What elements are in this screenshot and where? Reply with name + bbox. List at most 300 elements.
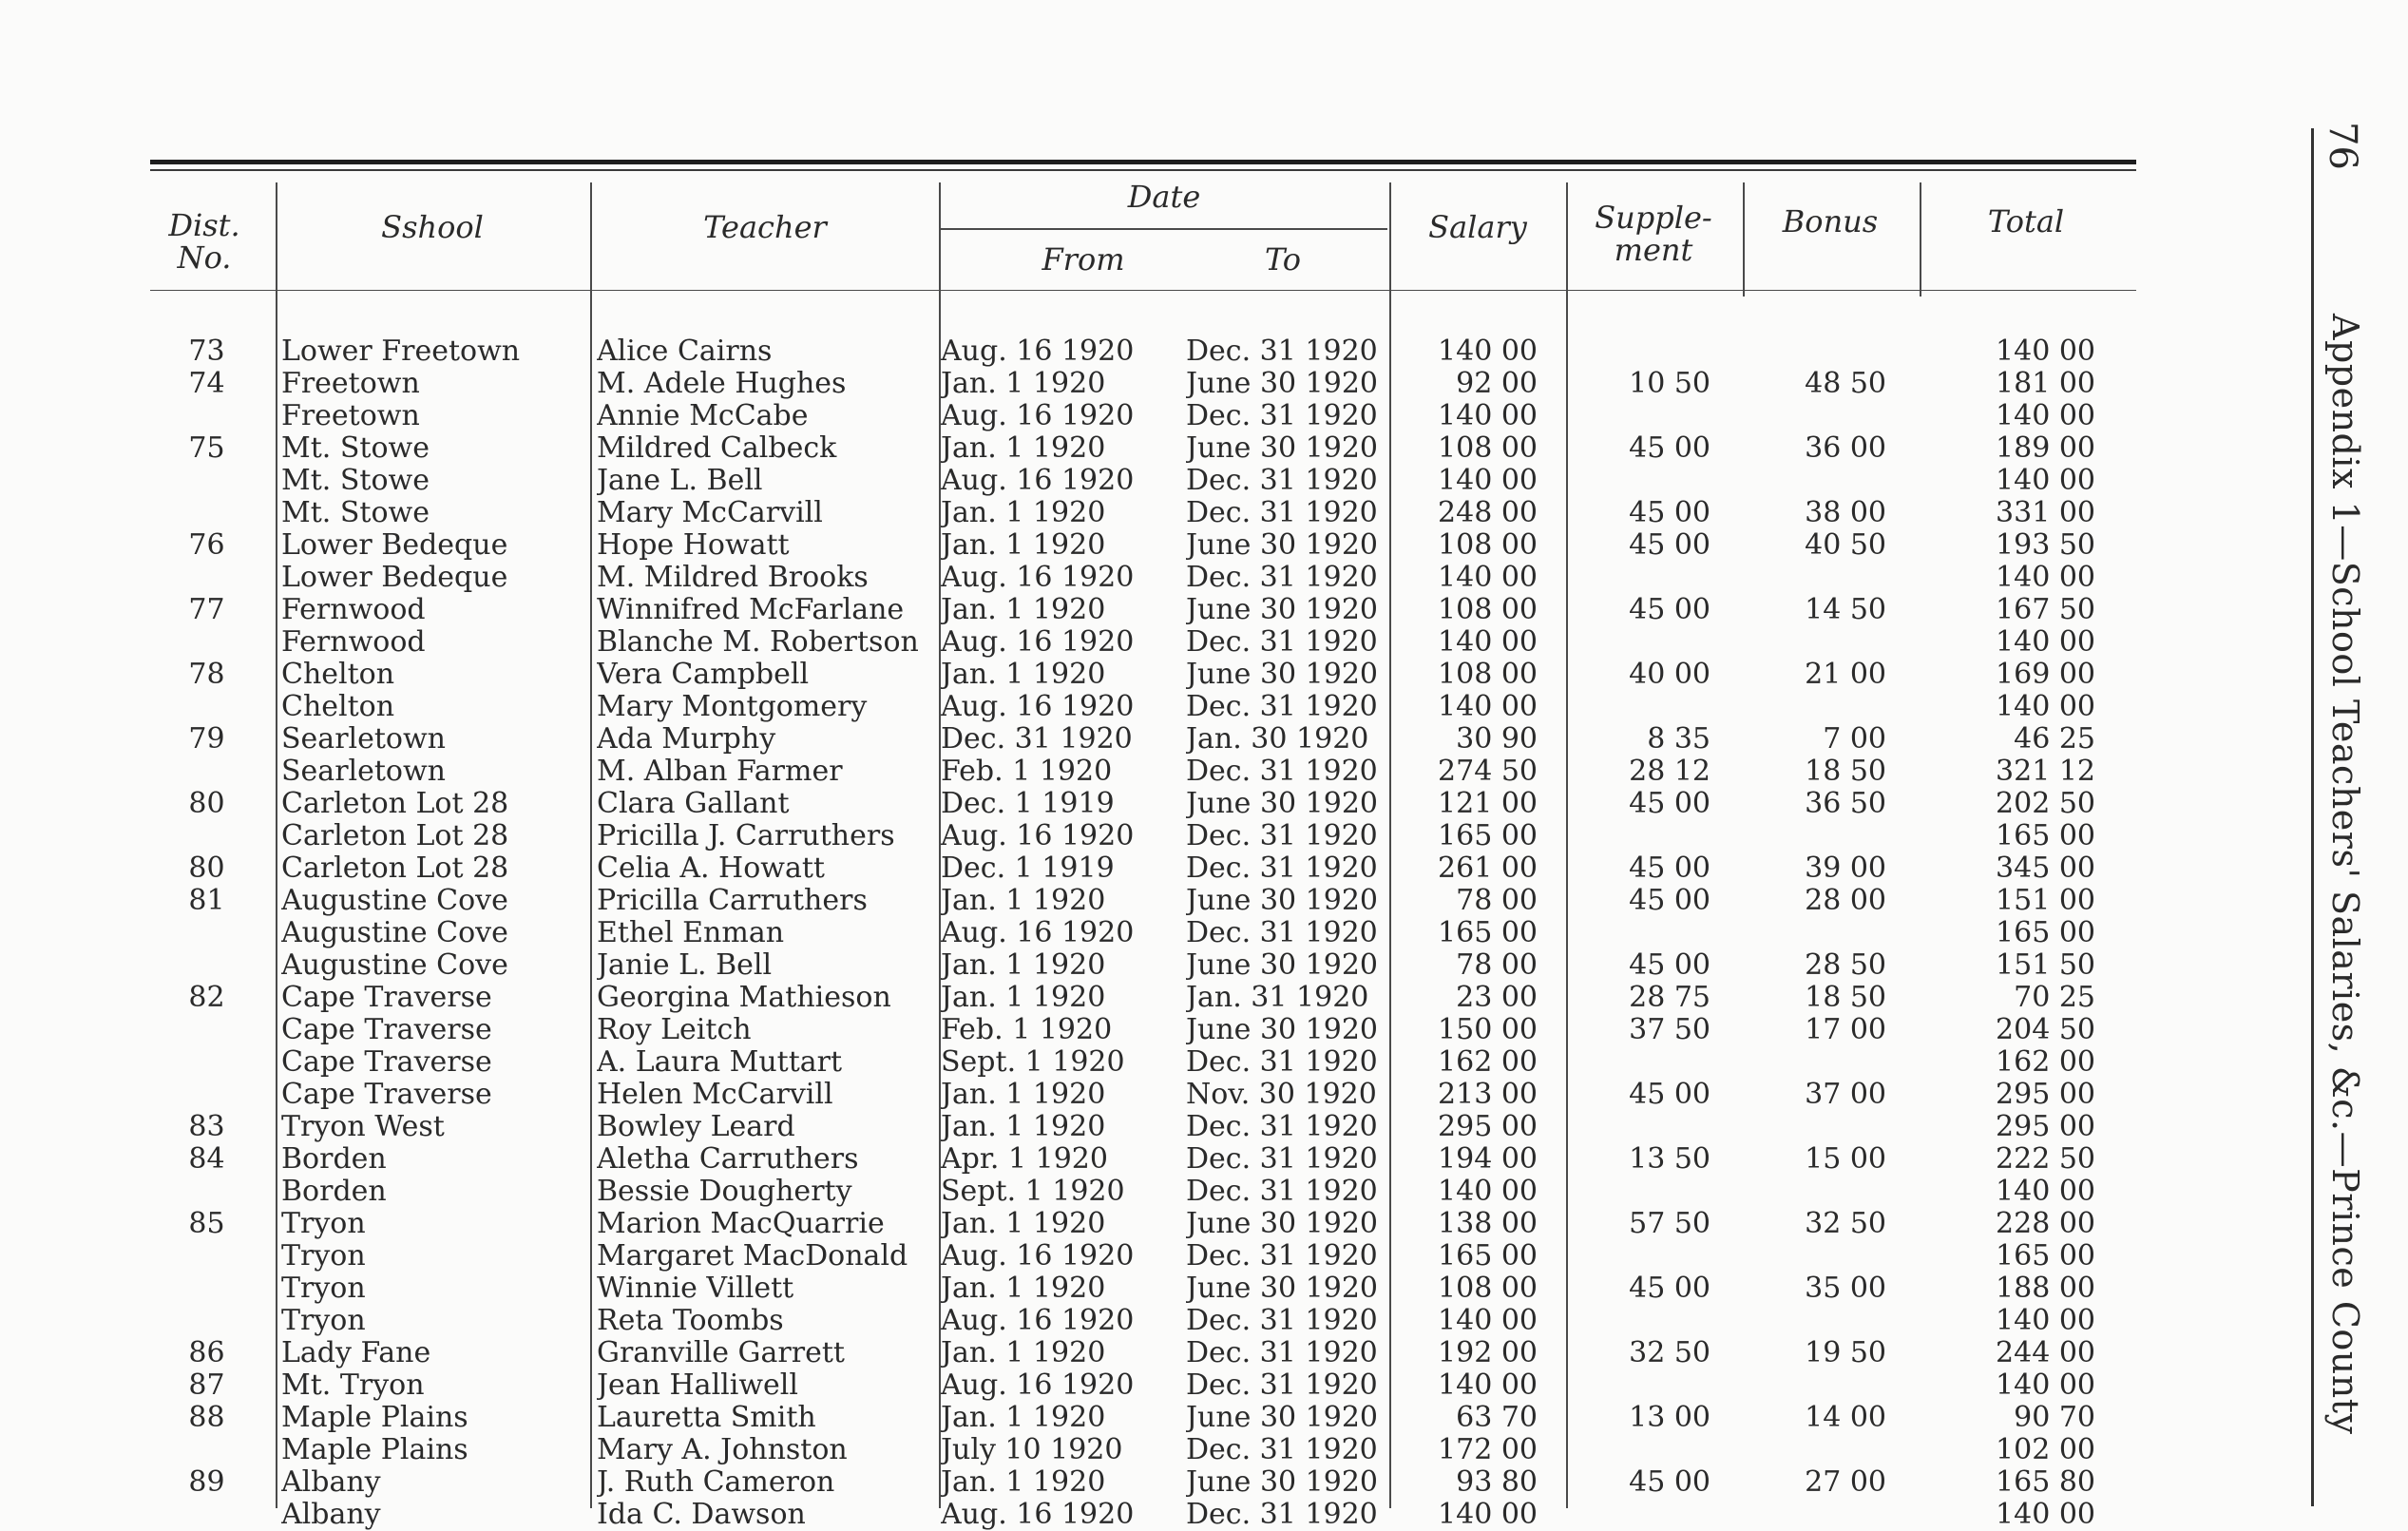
table-row [0,1369,2148,1402]
salary-cell: 138 00 [1438,1208,1538,1240]
salary-cell: 140 00 [1438,1369,1538,1402]
total-cell: 151 00 [1996,885,2095,917]
top-rule [150,160,2136,164]
total-cell: 189 00 [1996,432,2095,465]
supplement-cell: 40 00 [1629,659,1710,691]
from-date-cell: Feb. 1 1920 [941,756,1113,788]
school-cell: Augustine Cove [281,885,508,917]
table-row [0,917,2148,949]
bonus-cell: 7 00 [1823,723,1886,756]
bonus-cell: 14 50 [1805,594,1886,626]
salary-cell: 108 00 [1438,594,1538,626]
dist-cell: 80 [188,852,225,885]
school-cell: Mt. Tryon [281,1369,425,1402]
school-cell: Tryon West [281,1111,445,1143]
table-row [0,400,2148,432]
total-cell: 90 70 [2014,1402,2095,1434]
total-cell: 140 00 [1996,400,2095,432]
teacher-cell: M. Alban Farmer [597,756,843,788]
from-date-cell: Aug. 16 1920 [941,1369,1135,1402]
salary-cell: 140 00 [1438,465,1538,497]
salary-cell: 140 00 [1438,691,1538,723]
to-date-cell: Dec. 31 1920 [1186,335,1378,368]
top-rule-thin [150,169,2136,171]
col-divider [1743,182,1745,297]
bonus-cell: 17 00 [1805,1014,1886,1046]
total-cell: 162 00 [1996,1046,2095,1079]
header-salary: Salary [1428,209,1527,245]
total-cell: 165 00 [1996,917,2095,949]
from-date-cell: Jan. 1 1920 [941,594,1106,626]
salary-cell: 192 00 [1438,1337,1538,1369]
table-row [0,949,2148,982]
to-date-cell: Dec. 31 1920 [1186,400,1378,432]
supplement-cell: 45 00 [1629,497,1710,529]
to-date-cell: June 30 1920 [1186,949,1379,982]
school-cell: Carleton Lot 28 [281,788,509,820]
teacher-cell: Mary Montgomery [597,691,868,723]
table-row [0,1014,2148,1046]
dist-cell: 82 [188,982,225,1014]
teacher-cell: Mary McCarvill [597,497,823,529]
teacher-cell: Pricilla Carruthers [597,885,868,917]
from-date-cell: July 10 1920 [941,1434,1123,1466]
bonus-cell: 36 50 [1805,788,1886,820]
supplement-cell: 13 00 [1629,1402,1710,1434]
teacher-cell: Granville Garrett [597,1337,845,1369]
school-cell: Lower Bedeque [281,529,508,562]
dist-cell: 73 [188,335,225,368]
table-row [0,852,2148,885]
to-date-cell: Dec. 31 1920 [1186,820,1378,852]
teacher-cell: M. Mildred Brooks [597,562,869,594]
total-cell: 140 00 [1996,1176,2095,1208]
table-row [0,1305,2148,1337]
total-cell: 165 00 [1996,820,2095,852]
from-date-cell: Aug. 16 1920 [941,691,1135,723]
bonus-cell: 18 50 [1805,756,1886,788]
dist-cell: 89 [188,1466,225,1499]
table-row [0,1079,2148,1111]
table-row [0,1111,2148,1143]
supplement-cell: 45 00 [1629,852,1710,885]
total-cell: 140 00 [1996,465,2095,497]
table-row [0,594,2148,626]
supplement-cell: 45 00 [1629,432,1710,465]
school-cell: Mt. Stowe [281,432,430,465]
salary-cell: 274 50 [1438,756,1538,788]
from-date-cell: Dec. 31 1920 [941,723,1133,756]
teacher-cell: Lauretta Smith [597,1402,816,1434]
to-date-cell: Dec. 31 1920 [1186,1434,1378,1466]
header-underline [150,290,2136,291]
total-cell: 165 80 [1996,1466,2095,1499]
to-date-cell: Dec. 31 1920 [1186,1143,1378,1176]
teacher-cell: Reta Toombs [597,1305,784,1337]
school-cell: Carleton Lot 28 [281,820,509,852]
from-date-cell: Jan. 1 1920 [941,982,1106,1014]
dist-cell: 80 [188,788,225,820]
to-date-cell: Dec. 31 1920 [1186,852,1378,885]
supplement-cell: 10 50 [1629,368,1710,400]
school-cell: Chelton [281,691,395,723]
salary-cell: 261 00 [1438,852,1538,885]
teacher-cell: Vera Campbell [597,659,810,691]
total-cell: 167 50 [1996,594,2095,626]
teacher-cell: Celia A. Howatt [597,852,825,885]
from-date-cell: Jan. 1 1920 [941,1466,1106,1499]
dist-cell: 83 [188,1111,225,1143]
to-date-cell: Jan. 30 1920 [1186,723,1369,756]
salary-cell: 93 80 [1456,1466,1538,1499]
to-date-cell: Dec. 31 1920 [1186,497,1378,529]
school-cell: Tryon [281,1240,366,1273]
school-cell: Searletown [281,756,446,788]
table-row [0,820,2148,852]
header-to: To [1264,241,1302,277]
from-date-cell: Feb. 1 1920 [941,1014,1113,1046]
teacher-cell: Aletha Carruthers [597,1143,859,1176]
salary-cell: 30 90 [1456,723,1538,756]
total-cell: 202 50 [1996,788,2095,820]
total-cell: 244 00 [1996,1337,2095,1369]
total-cell: 295 00 [1996,1111,2095,1143]
bonus-cell: 28 50 [1805,949,1886,982]
col-divider [1920,182,1921,297]
table-row [0,1046,2148,1079]
to-date-cell: June 30 1920 [1186,529,1379,562]
from-date-cell: Jan. 1 1920 [941,1337,1106,1369]
supplement-cell: 28 12 [1629,756,1710,788]
dist-cell: 87 [188,1369,225,1402]
teacher-cell: Alice Cairns [597,335,773,368]
total-cell: 321 12 [1996,756,2095,788]
salary-cell: 108 00 [1438,659,1538,691]
school-cell: Freetown [281,400,420,432]
header-teacher: Teacher [703,209,827,245]
school-cell: Mt. Stowe [281,497,430,529]
school-cell: Tryon [281,1305,366,1337]
salary-cell: 140 00 [1438,626,1538,659]
from-date-cell: Sept. 1 1920 [941,1176,1125,1208]
school-cell: Albany [281,1499,381,1531]
total-cell: 295 00 [1996,1079,2095,1111]
from-date-cell: Jan. 1 1920 [941,1273,1106,1305]
dist-cell: 75 [188,432,225,465]
from-date-cell: Dec. 1 1919 [941,852,1115,885]
teacher-cell: Pricilla J. Carruthers [597,820,895,852]
dist-cell: 84 [188,1143,225,1176]
table-row [0,432,2148,465]
teacher-cell: Blanche M. Robertson [597,626,919,659]
to-date-cell: Dec. 31 1920 [1186,562,1378,594]
to-date-cell: June 30 1920 [1186,1402,1379,1434]
school-cell: Borden [281,1143,387,1176]
teacher-cell: Ida C. Dawson [597,1499,806,1531]
from-date-cell: Jan. 1 1920 [941,1111,1106,1143]
dist-cell: 79 [188,723,225,756]
school-cell: Augustine Cove [281,949,508,982]
teacher-cell: Helen McCarvill [597,1079,833,1111]
running-title: Appendix 1—School Teachers' Salaries, &c.—Prince County [2324,314,2366,1435]
from-date-cell: Aug. 16 1920 [941,626,1135,659]
to-date-cell: Dec. 31 1920 [1186,1111,1378,1143]
salary-cell: 140 00 [1438,1176,1538,1208]
from-date-cell: Jan. 1 1920 [941,1208,1106,1240]
dist-cell: 76 [188,529,225,562]
from-date-cell: Apr. 1 1920 [941,1143,1108,1176]
school-cell: Mt. Stowe [281,465,430,497]
school-cell: Fernwood [281,626,426,659]
to-date-cell: June 30 1920 [1186,594,1379,626]
salary-cell: 248 00 [1438,497,1538,529]
from-date-cell: Aug. 16 1920 [941,917,1135,949]
teacher-cell: Margaret MacDonald [597,1240,908,1273]
bonus-cell: 27 00 [1805,1466,1886,1499]
bonus-cell: 36 00 [1805,432,1886,465]
from-date-cell: Jan. 1 1920 [941,949,1106,982]
total-cell: 140 00 [1996,691,2095,723]
bonus-cell: 14 00 [1805,1402,1886,1434]
salary-cell: 165 00 [1438,917,1538,949]
salary-cell: 140 00 [1438,1305,1538,1337]
to-date-cell: Dec. 31 1920 [1186,1499,1378,1531]
bonus-cell: 19 50 [1805,1337,1886,1369]
supplement-cell: 32 50 [1629,1337,1710,1369]
school-cell: Maple Plains [281,1402,468,1434]
teacher-cell: Ethel Enman [597,917,785,949]
from-date-cell: Aug. 16 1920 [941,1305,1135,1337]
table-row [0,1466,2148,1499]
supplement-cell: 8 35 [1647,723,1710,756]
salary-cell: 92 00 [1456,368,1538,400]
teacher-cell: Jane L. Bell [597,465,763,497]
from-date-cell: Jan. 1 1920 [941,1079,1106,1111]
bonus-cell: 32 50 [1805,1208,1886,1240]
salary-cell: 108 00 [1438,529,1538,562]
table-row [0,691,2148,723]
teacher-cell: Georgina Mathieson [597,982,891,1014]
school-cell: Fernwood [281,594,426,626]
supplement-cell: 45 00 [1629,885,1710,917]
school-cell: Cape Traverse [281,1079,492,1111]
supplement-cell: 57 50 [1629,1208,1710,1240]
supplement-cell: 45 00 [1629,594,1710,626]
teacher-cell: Winnifred McFarlane [597,594,905,626]
from-date-cell: Jan. 1 1920 [941,368,1106,400]
to-date-cell: Dec. 31 1920 [1186,691,1378,723]
from-date-cell: Aug. 16 1920 [941,820,1135,852]
teacher-cell: Janie L. Bell [597,949,773,982]
to-date-cell: June 30 1920 [1186,368,1379,400]
total-cell: 140 00 [1996,335,2095,368]
to-date-cell: Dec. 31 1920 [1186,626,1378,659]
total-cell: 46 25 [2014,723,2095,756]
to-date-cell: Dec. 31 1920 [1186,465,1378,497]
supplement-cell: 45 00 [1629,1079,1710,1111]
from-date-cell: Aug. 16 1920 [941,562,1135,594]
to-date-cell: Dec. 31 1920 [1186,1176,1378,1208]
salary-cell: 121 00 [1438,788,1538,820]
to-date-cell: Nov. 30 1920 [1186,1079,1377,1111]
total-cell: 140 00 [1996,1305,2095,1337]
school-cell: Carleton Lot 28 [281,852,509,885]
salary-cell: 63 70 [1456,1402,1538,1434]
salary-cell: 140 00 [1438,1499,1538,1531]
from-date-cell: Aug. 16 1920 [941,1240,1135,1273]
school-cell: Cape Traverse [281,1014,492,1046]
total-cell: 204 50 [1996,1014,2095,1046]
from-date-cell: Jan. 1 1920 [941,432,1106,465]
table-row [0,1176,2148,1208]
table-row [0,1273,2148,1305]
to-date-cell: June 30 1920 [1186,659,1379,691]
total-cell: 181 00 [1996,368,2095,400]
teacher-cell: Hope Howatt [597,529,790,562]
from-date-cell: Jan. 1 1920 [941,497,1106,529]
table-row [0,1143,2148,1176]
from-date-cell: Jan. 1 1920 [941,885,1106,917]
from-date-cell: Dec. 1 1919 [941,788,1115,820]
table-row [0,756,2148,788]
teacher-cell: Mildred Calbeck [597,432,837,465]
to-date-cell: June 30 1920 [1186,1273,1379,1305]
total-cell: 228 00 [1996,1208,2095,1240]
total-cell: 222 50 [1996,1143,2095,1176]
teacher-cell: Roy Leitch [597,1014,752,1046]
header-supplement: Supple- ment [1595,200,1712,268]
table-row [0,1499,2148,1531]
teacher-cell: M. Adele Hughes [597,368,847,400]
salary-cell: 213 00 [1438,1079,1538,1111]
total-cell: 169 00 [1996,659,2095,691]
salary-cell: 165 00 [1438,820,1538,852]
total-cell: 140 00 [1996,1369,2095,1402]
to-date-cell: Dec. 31 1920 [1186,1240,1378,1273]
total-cell: 345 00 [1996,852,2095,885]
teacher-cell: Bessie Dougherty [597,1176,852,1208]
header-school: Sshool [381,209,484,245]
salary-cell: 78 00 [1456,949,1538,982]
from-date-cell: Jan. 1 1920 [941,659,1106,691]
table-row [0,885,2148,917]
salary-cell: 165 00 [1438,1240,1538,1273]
teacher-cell: J. Ruth Cameron [597,1466,835,1499]
total-cell: 193 50 [1996,529,2095,562]
teacher-cell: Jean Halliwell [597,1369,798,1402]
dist-cell: 88 [188,1402,225,1434]
salary-cell: 140 00 [1438,335,1538,368]
bonus-cell: 39 00 [1805,852,1886,885]
table-row [0,1240,2148,1273]
salary-cell: 172 00 [1438,1434,1538,1466]
dist-cell: 78 [188,659,225,691]
bonus-cell: 38 00 [1805,497,1886,529]
bonus-cell: 48 50 [1805,368,1886,400]
table-row [0,659,2148,691]
salary-cell: 295 00 [1438,1111,1538,1143]
date-subrule [941,228,1387,230]
table-row [0,529,2148,562]
table-row [0,497,2148,529]
total-cell: 140 00 [1996,562,2095,594]
from-date-cell: Aug. 16 1920 [941,465,1135,497]
school-cell: Lower Freetown [281,335,521,368]
to-date-cell: Dec. 31 1920 [1186,1305,1378,1337]
school-cell: Tryon [281,1273,366,1305]
to-date-cell: Dec. 31 1920 [1186,756,1378,788]
bonus-cell: 28 00 [1805,885,1886,917]
supplement-cell: 45 00 [1629,1273,1710,1305]
total-cell: 140 00 [1996,1499,2095,1531]
to-date-cell: Jan. 31 1920 [1186,982,1369,1014]
dist-cell: 81 [188,885,225,917]
salary-cell: 162 00 [1438,1046,1538,1079]
from-date-cell: Jan. 1 1920 [941,1402,1106,1434]
table-row [0,723,2148,756]
page-number: 76 [2321,122,2364,170]
table-row [0,626,2148,659]
school-cell: Albany [281,1466,381,1499]
from-date-cell: Aug. 16 1920 [941,1499,1135,1531]
school-cell: Tryon [281,1208,366,1240]
teacher-cell: Marion MacQuarrie [597,1208,885,1240]
salary-cell: 78 00 [1456,885,1538,917]
margin-rule [2311,128,2314,1506]
bonus-cell: 35 00 [1805,1273,1886,1305]
total-cell: 151 50 [1996,949,2095,982]
total-cell: 70 25 [2014,982,2095,1014]
total-cell: 102 00 [1996,1434,2095,1466]
salary-cell: 108 00 [1438,432,1538,465]
dist-cell: 74 [188,368,225,400]
supplement-cell: 37 50 [1629,1014,1710,1046]
table-row [0,1434,2148,1466]
supplement-cell: 28 75 [1629,982,1710,1014]
from-date-cell: Aug. 16 1920 [941,335,1135,368]
total-cell: 331 00 [1996,497,2095,529]
salary-cell: 140 00 [1438,400,1538,432]
school-cell: Searletown [281,723,446,756]
supplement-cell: 13 50 [1629,1143,1710,1176]
teacher-cell: A. Laura Muttart [597,1046,843,1079]
bonus-cell: 18 50 [1805,982,1886,1014]
table-row [0,465,2148,497]
bonus-cell: 37 00 [1805,1079,1886,1111]
salary-cell: 108 00 [1438,1273,1538,1305]
to-date-cell: Dec. 31 1920 [1186,1369,1378,1402]
table-row [0,788,2148,820]
supplement-cell: 45 00 [1629,788,1710,820]
table-row [0,982,2148,1014]
to-date-cell: Dec. 31 1920 [1186,1337,1378,1369]
teacher-cell: Annie McCabe [597,400,809,432]
header-total: Total [1987,203,2065,239]
school-cell: Augustine Cove [281,917,508,949]
salary-cell: 150 00 [1438,1014,1538,1046]
dist-cell: 77 [188,594,225,626]
to-date-cell: June 30 1920 [1186,1466,1379,1499]
teacher-cell: Mary A. Johnston [597,1434,848,1466]
school-cell: Maple Plains [281,1434,468,1466]
salary-cell: 23 00 [1456,982,1538,1014]
school-cell: Chelton [281,659,395,691]
table-row [0,1208,2148,1240]
school-cell: Lady Fane [281,1337,431,1369]
school-cell: Borden [281,1176,387,1208]
header-date: Date [1127,179,1201,215]
table-row [0,368,2148,400]
